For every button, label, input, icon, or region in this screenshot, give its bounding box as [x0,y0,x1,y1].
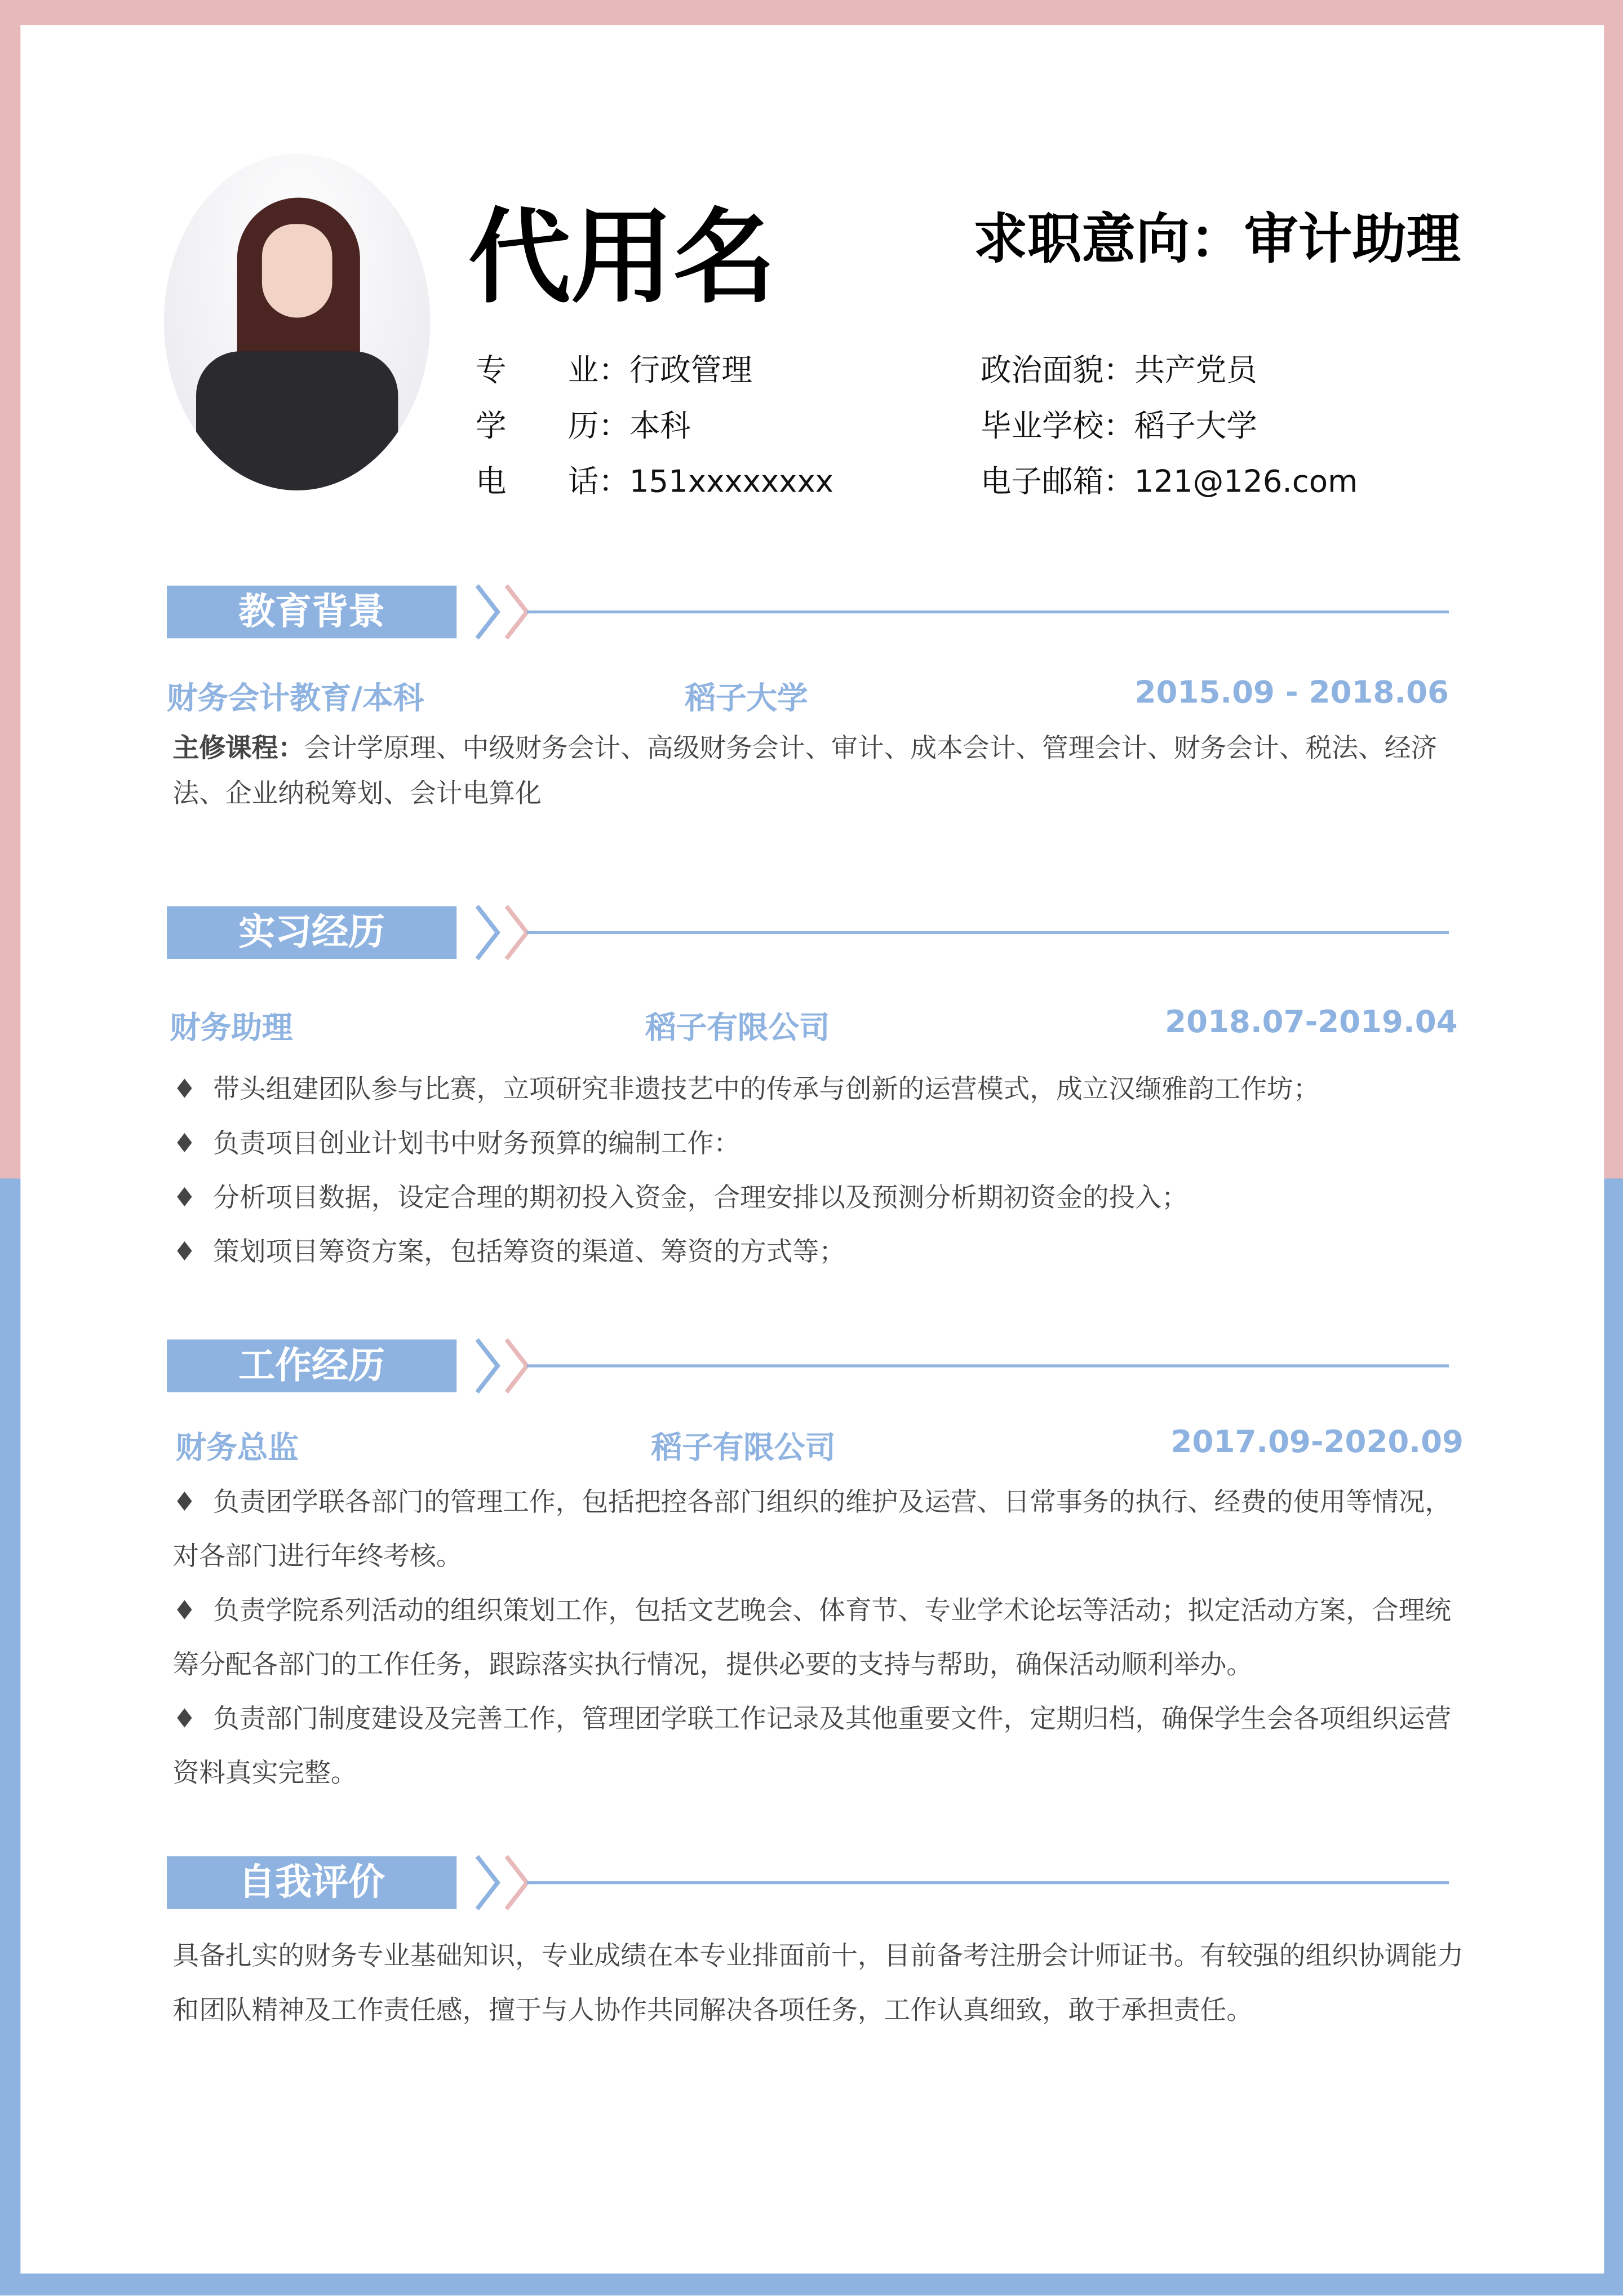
info-major: 专 业：行政管理 [476,352,752,388]
section-title-internship: 实习经历 [167,906,456,959]
education-major: 财务会计教育/本科 [167,680,424,716]
candidate-name: 代用名 [468,197,776,318]
section-title-work: 工作经历 [167,1339,456,1392]
info-phone: 电 话：151xxxxxxxx [476,464,834,499]
work-company: 稻子有限公司 [651,1430,836,1466]
self-evaluation-text: 具备扎实的财务专业基础知识，专业成绩在本专业排面前十，目前备考注册会计师证书。有较强的组织协调能力和团队精神及工作责任感，擅于与人协作共同解决各项任务，工作认真细致，敢于承担责任。 [172,1941,1464,2027]
section-divider [471,583,1452,642]
info-email: 电子邮箱：121@126.com [980,464,1358,499]
info-degree: 学 历：本科 [476,408,691,444]
work-item: ♦ 负责部门制度建设及完善工作，管理团学联工作记录及其他重要文件，定期归档，确保学生会各项组织运营资料真实完整。 [172,1704,1452,1789]
internship-item: ♦ 分析项目数据，设定合理的期初投入资金，合理安排以及预测分析期初资金的投入； [172,1183,1188,1214]
work-item: ♦ 负责学院系列活动的组织策划工作，包括文艺晚会、体育节、专业学术论坛等活动；拟定活动方案，合理统筹分配各部门的工作任务，跟踪落实执行情况，提供必要的支持与帮助，确保活动顺利举办。 [172,1595,1452,1681]
education-courses: 主修课程：会计学原理、中级财务会计、高级财务会计、审计、成本会计、管理会计、财务会计、税法、经济法、企业纳税筹划、会计电算化 [172,733,1438,810]
internship-dates: 2018.07-2019.04 [1165,1004,1458,1039]
section-divider [471,1337,1452,1395]
work-item: ♦ 负责团学联各部门的管理工作，包括把控各部门组织的维护及运营、日常事务的执行、经费的使用等情况，对各部门进行年终考核。 [172,1487,1452,1573]
info-school: 毕业学校：稻子大学 [980,408,1257,444]
work-role: 财务总监 [175,1430,299,1466]
internship-item: ♦ 负责项目创业计划书中财务预算的编制工作： [172,1129,740,1160]
internship-item: ♦ 带头组建团队参与比赛，立项研究非遗技艺中的传承与创新的运营模式，成立汉缬雅韵工作坊； [172,1074,1320,1105]
job-intent: 求职意向：审计助理 [973,207,1461,271]
work-dates: 2017.09-2020.09 [1170,1424,1464,1460]
internship-company: 稻子有限公司 [645,1010,830,1046]
internship-role: 财务助理 [170,1010,293,1046]
education-school: 稻子大学 [685,680,808,716]
section-title-self-evaluation: 自我评价 [167,1856,456,1909]
section-title-education: 教育背景 [167,586,456,638]
section-divider [471,903,1452,962]
section-divider [471,1853,1452,1912]
education-dates: 2015.09 - 2018.06 [1134,675,1449,710]
profile-photo [164,154,431,490]
internship-item: ♦ 策划项目筹资方案，包括筹资的渠道、筹资的方式等； [172,1237,846,1268]
info-politics: 政治面貌：共产党员 [980,352,1257,388]
